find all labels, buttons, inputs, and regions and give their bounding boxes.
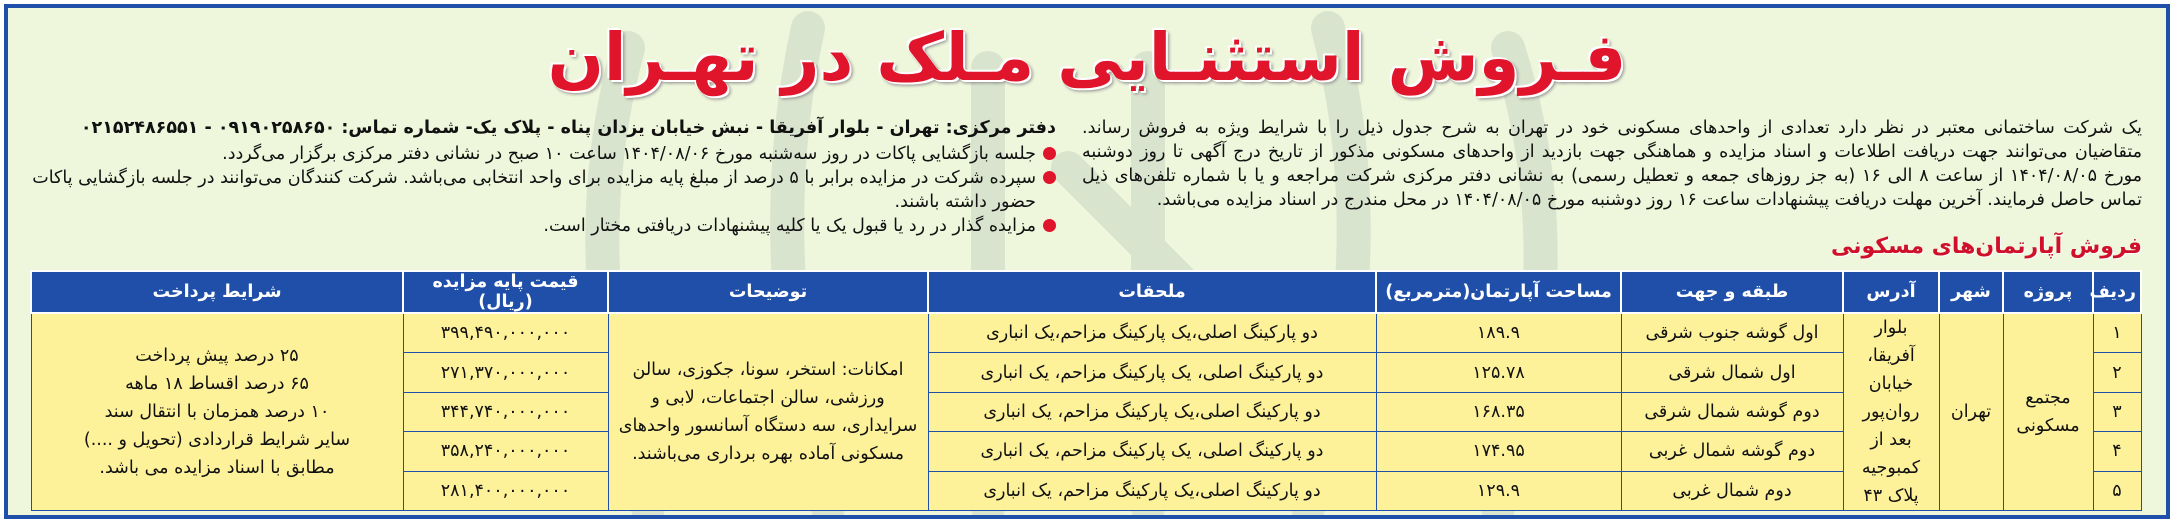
header-payment-terms: شرایط پرداخت [31, 271, 403, 313]
cell-project: مجتمع مسکونی [2003, 313, 2093, 511]
header-floor: طبقه و جهت [1621, 271, 1843, 313]
cell-row-number: ۲ [2093, 353, 2141, 392]
bullet-icon [1043, 171, 1056, 184]
cell-extras: دو پارکینگ اصلی،یک پارکینگ مزاحم، یک انباری [928, 392, 1376, 431]
note-item [16, 166, 1056, 214]
payment-term: ۶۵ درصد اقساط ۱۸ ماهه [125, 374, 309, 394]
cell-address: بلوار آفریقا، خیابان روان‌پور بعد از کمبوجیه پلاک ۴۳ [1843, 313, 1939, 511]
ad-title: فـروش استثنـایی مـلک در تهـران [547, 19, 1627, 96]
header-base-price: قیمت پایه مزایده (ریال) [403, 271, 608, 313]
cell-area: ۱۲۵.۷۸ [1376, 353, 1621, 392]
header-extras: ملحقات [928, 271, 1376, 313]
note-item [16, 142, 1056, 166]
cell-area: ۱۲۹.۹ [1376, 471, 1621, 510]
cell-area: ۱۶۸.۳۵ [1376, 392, 1621, 431]
table-header-row [31, 271, 2141, 313]
payment-term: مطابق با اسناد مزایده می باشد. [99, 458, 335, 478]
cell-area: ۱۸۹.۹ [1376, 313, 1621, 353]
cell-floor: دوم گوشه شمال غربی [1621, 432, 1843, 471]
cell-floor: دوم گوشه شمال شرقی [1621, 392, 1843, 431]
cell-extras: دو پارکینگ اصلی، یک پارکینگ مزاحم، یک انباری [928, 432, 1376, 471]
bullet-icon [1043, 219, 1056, 232]
section-subtitle: فروش آپارتمان‌های مسکونی [1830, 234, 2142, 259]
cell-row-number: ۳ [2093, 392, 2141, 431]
notes-list [16, 142, 1056, 238]
cell-row-number: ۴ [2093, 432, 2141, 471]
intro-paragraph: یک شرکت ساختمانی معتبر در نظر دارد تعدادی از واحدهای مسکونی خود در تهران به شرح جدول ذیل را با شرایط ویژه به فروش رساند. متقاضیان می‌توانند جهت دریافت اطلاعات و اسناد مزایده و هماهنگی جهت بازدید از واحدهای مسکونی مذکور از تاریخ درج آگهی تا روز دوشنبه مورخ ۱۴۰۴/۰۸/۰۵ از ساعت ۸ الی ۱۶ (به جز روزهای جمعه و تعطیل رسمی) به نشانی دفتر مرکزی شرکت مراجعه و یا با شماره تلفن‌های ذیل تماس حاصل فرمایند. آخرین مهلت دریافت پیشنهادات ساعت ۱۶ روز دوشنبه مورخ ۱۴۰۴/۰۸/۰۵ در محل مندرج در اسناد مزایده می‌باشد. [1082, 118, 2143, 210]
cell-base-price: ۳۹۹,۴۹۰,۰۰۰,۰۰۰ [403, 313, 608, 353]
table-row [31, 313, 2141, 353]
note-text: سپرده شرکت در مزایده برابر با ۵ درصد از مبلغ پایه مزایده برای واحد انتخابی می‌باشد. شرکت کنندگان می‌توانند در جلسه بازگشایی پاکات حضور داشته باشند. [32, 168, 1036, 212]
note-text: جلسه بازگشایی پاکات در روز سه‌شنبه مورخ ۱۴۰۴/۰۸/۰۶ ساعت ۱۰ صبح در نشانی دفتر مرکزی برگزار می‌گردد. [222, 144, 1036, 164]
cell-description: امکانات: استخر، سونا، جکوزی، سالن ورزشی، سالن اجتماعات، لابی و سرایداری، سه دستگاه آسانسور واحدهای مسکونی آماده بهره برداری می‌باشند. [608, 313, 928, 511]
cell-base-price: ۳۴۴,۷۴۰,۰۰۰,۰۰۰ [403, 392, 608, 431]
cell-base-price: ۲۷۱,۳۷۰,۰۰۰,۰۰۰ [403, 353, 608, 392]
cell-extras: دو پارکینگ اصلی،یک پارکینگ مزاحم،یک انباری [928, 313, 1376, 353]
office-info [16, 116, 1056, 238]
cell-row-number: ۱ [2093, 313, 2141, 353]
cell-area: ۱۷۴.۹۵ [1376, 432, 1621, 471]
payment-term: ۱۰ درصد همزمان با انتقال سند [104, 402, 330, 422]
cell-floor: اول گوشه جنوب شرقی [1621, 313, 1843, 353]
cell-extras: دو پارکینگ اصلی، یک پارکینگ مزاحم، یک انباری [928, 353, 1376, 392]
cell-floor: دوم شمال غربی [1621, 471, 1843, 510]
header-description: توضیحات [608, 271, 928, 313]
note-text: مزایده گذار در رد یا قبول یک یا کلیه پیشنهادات دریافتی مختار است. [543, 216, 1036, 236]
payment-term: ۲۵ درصد پیش پرداخت [135, 346, 299, 366]
header-area: مساحت آپارتمان(مترمربع) [1376, 271, 1621, 313]
cell-city: تهران [1939, 313, 2003, 511]
header-row-number: ردیف [2093, 271, 2141, 313]
cell-floor: اول شمال شرقی [1621, 353, 1843, 392]
header-project: پروژه [2003, 271, 2093, 313]
header-address: آدرس [1843, 271, 1939, 313]
cell-base-price: ۳۵۸,۲۴۰,۰۰۰,۰۰۰ [403, 432, 608, 471]
note-item [16, 214, 1056, 238]
advertisement-frame [4, 4, 2170, 519]
bullet-icon [1043, 147, 1056, 160]
apartments-table [30, 270, 2142, 511]
cell-row-number: ۵ [2093, 471, 2141, 510]
cell-extras: دو پارکینگ اصلی،یک پارکینگ مزاحم، یک انباری [928, 471, 1376, 510]
cell-payment-terms [31, 313, 403, 511]
payment-term: سایر شرایط قراردادی (تحویل و ....) [83, 430, 351, 450]
header-city: شهر [1939, 271, 2003, 313]
cell-base-price: ۲۸۱,۴۰۰,۰۰۰,۰۰۰ [403, 471, 608, 510]
office-address: دفتر مرکزی: تهران - بلوار آفریقا - نبش خیابان یزدان پناه - پلاک یک- شماره تماس: ۰۹۱۹۰۲۵۸۶۵۰ - ۰۲۱۵۲۴۸۶۵۵۱ [80, 118, 1056, 138]
